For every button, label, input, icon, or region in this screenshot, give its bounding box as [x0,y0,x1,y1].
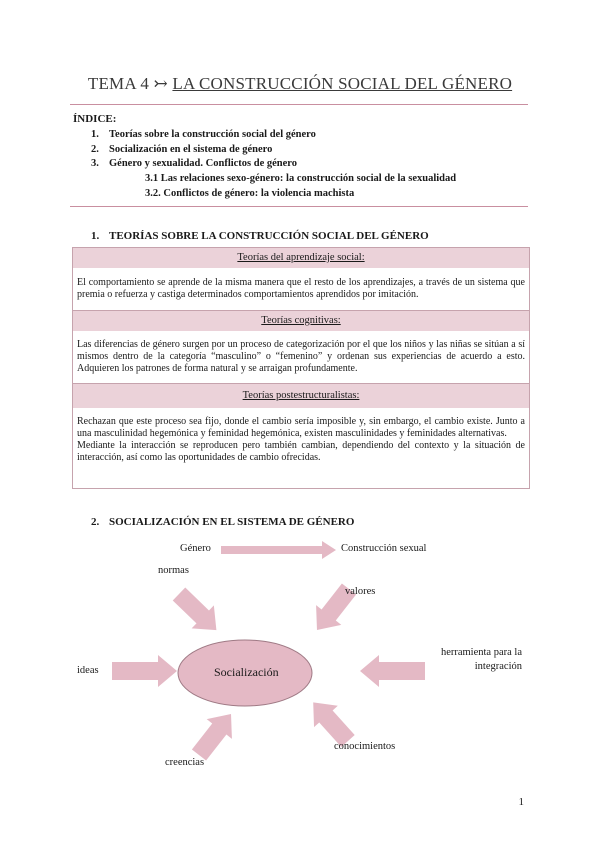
input-label: conocimientos [334,741,396,752]
input-arrow [186,704,243,765]
index-subitem: 3.1 Las relaciones sexo-género: la construcción social de la sexualidad [145,173,457,184]
input-label: normas [158,565,189,576]
flow-arrow [221,541,336,559]
input-label: ideas [77,665,99,676]
index-item-num: 1. [91,129,99,140]
theory-title: Teorías postestructuralistas: [242,390,360,401]
theory-title: Teorías cognitivas: [261,315,341,326]
index-item-num: 3. [91,158,99,169]
index-item-text: Socialización en el sistema de género [109,144,273,155]
index-subitem: 3.2. Conflictos de género: la violencia machista [145,188,355,199]
diagram-from: Género [180,543,211,554]
index-item-text: Género y sexualidad. Conflictos de género [109,158,298,169]
section1-num: 1. [91,230,100,242]
title-main: LA CONSTRUCCIÓN SOCIAL DEL GÉNERO [172,74,513,93]
input-arrow [168,582,228,641]
input-label: creencias [165,757,205,768]
diagram-note-line: integración [474,661,522,672]
input-arrow [112,655,177,687]
theory-title: Teorías del aprendizaje social: [237,252,365,263]
theory-paragraph: El comportamiento se aprende de la misma manera que el resto de los aprendizajes, a través de un sistema que premia o refuerza y castiga determinados comportamientos aprendidos por imitación. [77,277,525,300]
diagram-to: Construcción sexual [341,543,427,554]
input-arrow [360,655,425,687]
index-item-num: 2. [91,144,99,155]
diagram-center-label: Socialización [214,665,279,679]
arrow-icon: ↣ [153,74,168,93]
theory-paragraph: Mediante la interacción se reproducen pero también cambian, dependiendo del contexto y la situación de interacción, así como las oportunidades de cambio ofrecidas. [77,440,525,463]
section1-title: TEORÍAS SOBRE LA CONSTRUCCIÓN SOCIAL DEL GÉNERO [109,230,429,242]
theory-paragraph: Las diferencias de género surgen por un proceso de categorización por el que los niños y las niñas se sitúan a sí mismos dentro de la categoría “masculino” o “femenino” y ordenan sus experiencias de acuerdo a esto. Adquieren los patrones de forma natural y se arraigan profundamente. [77,339,525,374]
index-item-text: Teorías sobre la construcción social del género [109,129,316,140]
section2-title: SOCIALIZACIÓN EN EL SISTEMA DE GÉNERO [109,516,355,528]
theory-paragraph: Rechazan que este proceso sea fijo, donde el cambio sería imposible y, sin embargo, el cambio existe. Junto a una masculinidad hegemónica y feminidad hegemónica, existen masculinidades y feminidades alternativas. [77,416,525,439]
index-heading: ÍNDICE: [73,113,117,125]
page-number: 1 [518,796,524,808]
input-label: valores [345,586,376,597]
title-prefix: TEMA 4 [87,74,154,93]
section2-num: 2. [91,516,100,528]
diagram-note-line: herramienta para la [440,647,522,658]
